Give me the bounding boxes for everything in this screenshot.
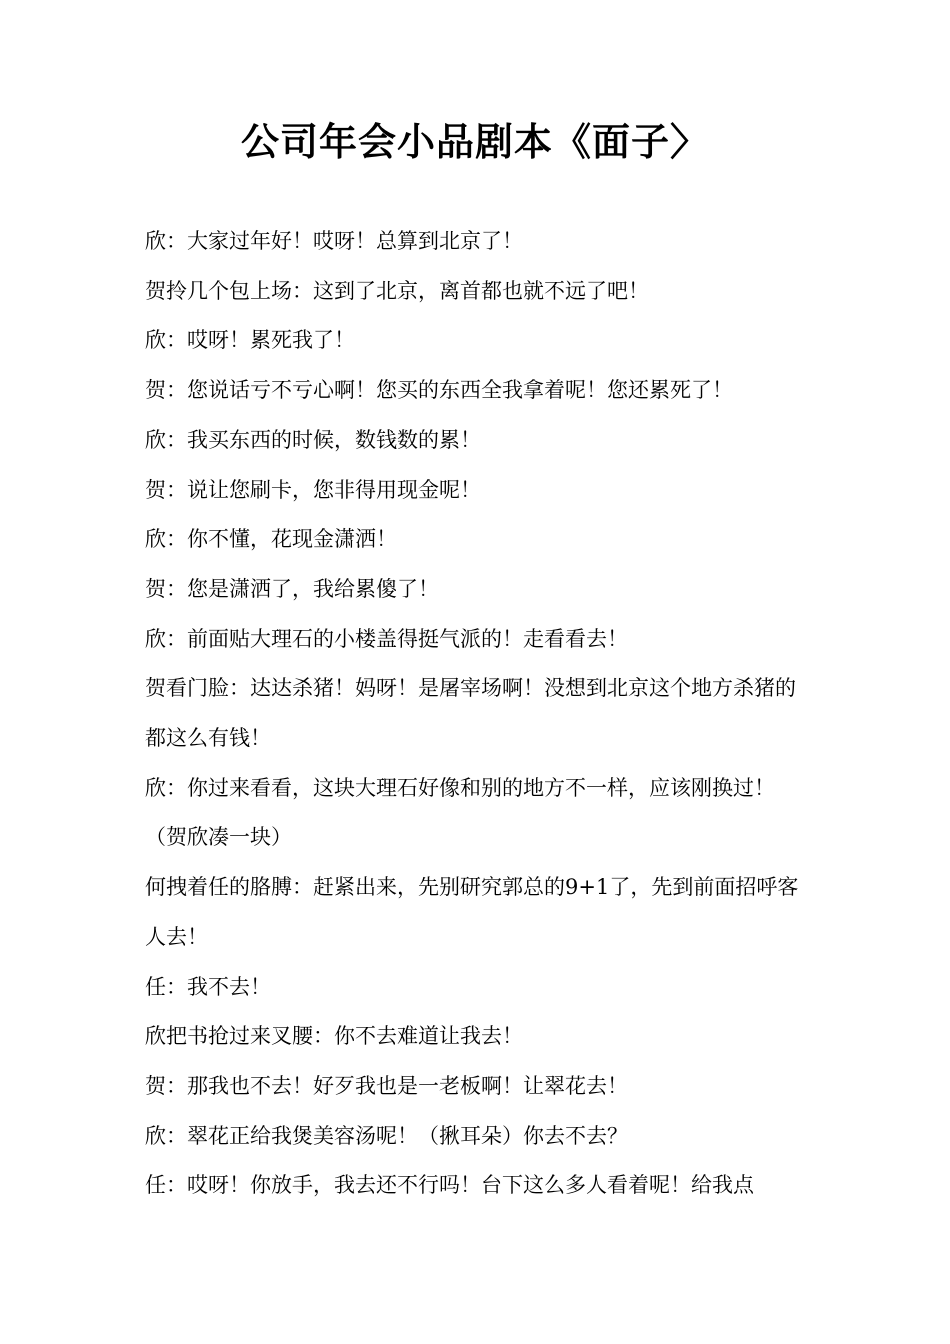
script-line: 贺：您是潇洒了，我给累傻了！ [145, 576, 439, 601]
script-line: 欣：前面贴大理石的小楼盖得挺气派的！走看看去！ [145, 626, 628, 651]
script-line: 贺：那我也不去！好歹我也是一老板啊！让翠花去！ [145, 1073, 628, 1098]
script-line: 何拽着任的胳膊：赶紧出来，先别研究郭总的9+1了，先到前面招呼客人去！ [145, 875, 799, 949]
script-line: 任：哎呀！你放手，我去还不行吗！台下这么多人看着呢！给我点 [145, 1173, 754, 1198]
script-line: 欣：你过来看看，这块大理石好像和别的地方不一样，应该刚换过！（贺欣凑一块） [145, 775, 775, 850]
script-line: 欣把书抢过来叉腰：你不去难道让我去！ [145, 1024, 523, 1049]
script-line: 欣：大家过年好！哎呀！总算到北京了！ [145, 229, 523, 253]
script-line: 贺拎几个包上场：这到了北京，离首都也就不远了吧！ [145, 278, 649, 303]
script-line: 贺：说让您刷卡，您非得用现金呢！ [145, 477, 481, 502]
script-line: 贺看门脸：达达杀猪！妈呀！是屠宰场啊！没想到北京这个地方杀猪的都这么有钱！ [145, 676, 796, 751]
script-line: 任：我不去！ [145, 974, 271, 999]
script-line: 贺：您说话亏不亏心啊！您买的东西全我拿着呢！您还累死了！ [145, 378, 733, 403]
script-line: 欣：哎呀！累死我了！ [145, 328, 355, 353]
script-line: 欣：你不懂，花现金潇洒！ [145, 527, 397, 552]
script-line: 欣：我买东西的时候，数钱数的累！ [145, 427, 481, 452]
script-body [145, 217, 815, 1211]
document-title: 公司年会小品剧本《面子〉 [240, 120, 709, 164]
script-line: 欣：翠花正给我煲美容汤呢！（揪耳朵）你去不去？ [145, 1123, 628, 1148]
